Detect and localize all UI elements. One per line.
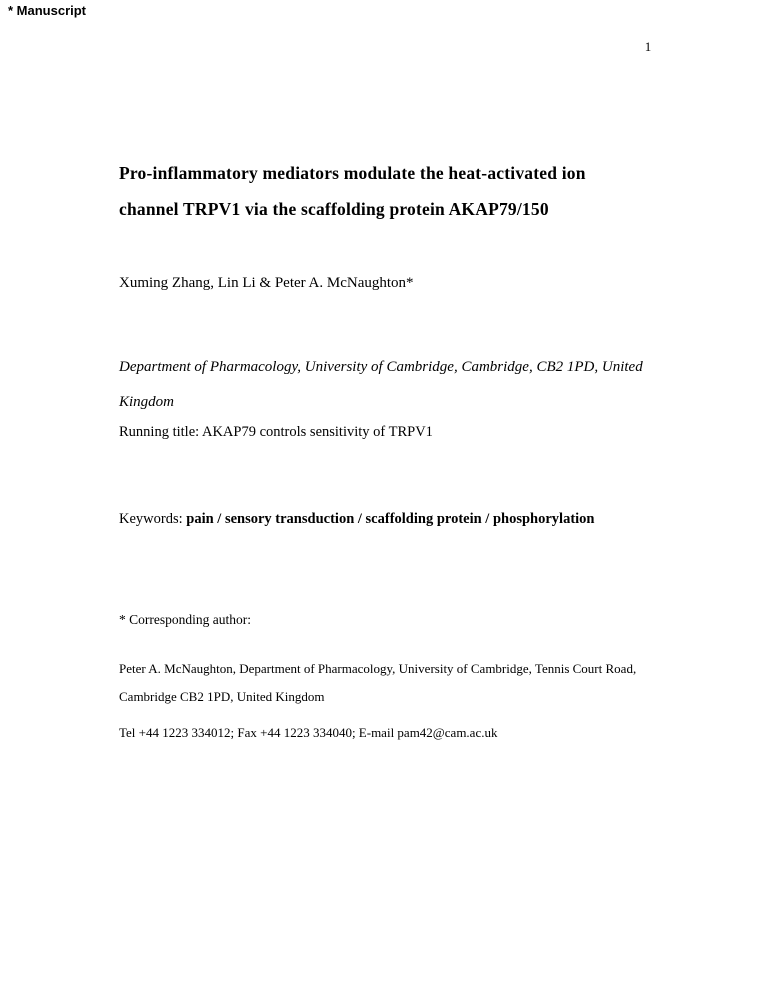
corresponding-author-address: Peter A. McNaughton, Department of Pharmacology, University of Cambridge, Tennis Court Road, Cambridge CB2 1PD, United Kingdom [119,661,637,704]
keywords-label: Keywords: [119,511,187,527]
keywords-line [119,511,679,528]
page-number: 1 [644,39,652,54]
running-title: Running title: AKAP79 controls sensitivity of TRPV1 [119,424,433,440]
manuscript-type-label: * Manuscript [8,3,87,18]
paper-title: Pro-inflammatory mediators modulate the heat-activated ion channel TRPV1 via the scaffolding protein AKAP79/150 [119,162,586,219]
affiliation: Department of Pharmacology, University of Cambridge, Cambridge, CB2 1PD, United Kingdom [119,359,643,410]
contact-info: Tel +44 1223 334012; Fax +44 1223 334040; E-mail pam42@cam.ac.uk [119,725,498,740]
corresponding-author-label: * Corresponding author: [119,612,251,627]
keywords-value: pain / sensory transduction / scaffolding protein / phosphorylation [186,511,595,527]
author-list: Xuming Zhang, Lin Li & Peter A. McNaughton* [119,275,414,291]
